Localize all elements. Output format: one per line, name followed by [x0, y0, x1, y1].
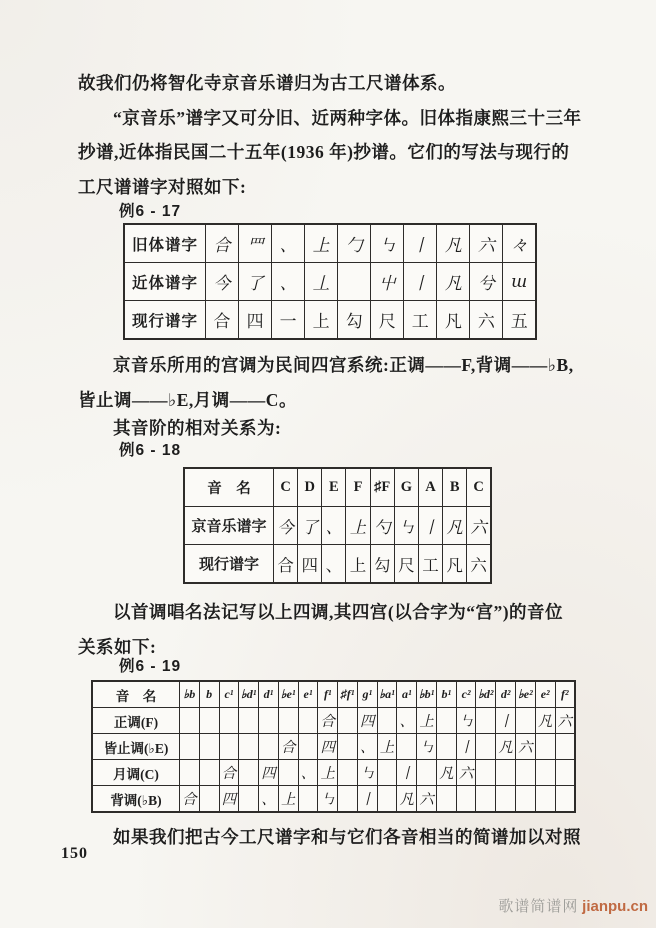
table-cell: 々 — [503, 224, 536, 263]
table-row — [92, 734, 575, 760]
intro-paragraph — [78, 66, 583, 204]
table-cell: 一 — [272, 301, 305, 340]
table-cell — [219, 708, 239, 734]
table-cell — [259, 734, 279, 760]
table-cell: d¹ — [259, 681, 279, 708]
table-cell: 丨 — [456, 734, 476, 760]
row-label: 现行谱字 — [184, 545, 274, 584]
table-cell — [555, 734, 575, 760]
table-cell: G — [394, 468, 418, 507]
four-keys-position-table-grid — [91, 680, 576, 813]
table-cell — [417, 760, 437, 786]
table-cell — [476, 786, 496, 813]
table-cell: 兮 — [470, 263, 503, 301]
table-row — [184, 545, 491, 584]
table-cell: 合 — [318, 708, 338, 734]
table-row — [184, 468, 491, 507]
table-cell: 凡 — [397, 786, 417, 813]
table-cell: 合 — [278, 734, 298, 760]
table-cell: 屮 — [371, 263, 404, 301]
table-cell: 六 — [470, 301, 503, 340]
page-number: 150 — [61, 845, 88, 862]
table-cell — [476, 708, 496, 734]
table-cell: b¹ — [436, 681, 456, 708]
table-cell: B — [443, 468, 467, 507]
table-cell — [219, 734, 239, 760]
table-cell: ㇉ — [318, 786, 338, 813]
table-cell — [239, 708, 259, 734]
table-cell: 、 — [357, 734, 377, 760]
table-cell: C — [274, 468, 298, 507]
text-line: 工尺谱谱字对照如下: — [78, 176, 247, 197]
table-cell — [516, 708, 536, 734]
table-cell: 、 — [322, 545, 346, 584]
table-cell — [516, 786, 536, 813]
table-cell: 凡 — [496, 734, 516, 760]
text-line: “京音乐”谱字又可分旧、近两种字体。旧体指康熙三十三年 — [113, 107, 582, 128]
table-cell — [535, 734, 555, 760]
table-row — [124, 224, 536, 263]
table-row — [92, 681, 575, 708]
table-cell: d² — [496, 681, 516, 708]
closing-paragraph — [78, 820, 583, 855]
table-cell — [338, 708, 358, 734]
table-cell: 上 — [346, 507, 370, 545]
table-cell: 上 — [318, 760, 338, 786]
table-cell — [516, 760, 536, 786]
table-cell — [278, 708, 298, 734]
table-cell — [436, 786, 456, 813]
table-cell — [456, 786, 476, 813]
text-line: 关系如下: — [78, 636, 157, 657]
table-cell: 凡 — [437, 301, 470, 340]
table-row — [92, 708, 575, 734]
table-cell — [496, 760, 516, 786]
table-cell — [535, 786, 555, 813]
table-cell: 四 — [298, 545, 322, 584]
table-cell — [555, 760, 575, 786]
table-cell — [278, 760, 298, 786]
table-cell: c¹ — [219, 681, 239, 708]
example-label-6-17: 例6 - 17 — [119, 203, 182, 220]
gongdiao-paragraph — [78, 348, 583, 417]
table-cell: 四 — [357, 708, 377, 734]
table-cell: f¹ — [318, 681, 338, 708]
table-cell: 五 — [503, 301, 536, 340]
table-cell — [397, 734, 417, 760]
table-cell: 罒 — [239, 224, 272, 263]
table-cell: ♭b¹ — [417, 681, 437, 708]
table-cell — [259, 708, 279, 734]
table-cell: 凡 — [443, 545, 467, 584]
table-cell: ㇉ — [417, 734, 437, 760]
table-cell: 上 — [278, 786, 298, 813]
text-line: 其音阶的相对关系为: — [113, 418, 282, 438]
row-label: 旧体谱字 — [124, 224, 206, 263]
table-cell — [298, 708, 318, 734]
row-label: 月调(C) — [92, 760, 180, 786]
table-cell — [239, 734, 259, 760]
table-cell — [298, 734, 318, 760]
pitch-name-table-grid — [183, 467, 492, 584]
gongche-comparison-table-grid — [123, 223, 537, 340]
table-cell — [496, 786, 516, 813]
table-cell: 合 — [206, 224, 239, 263]
table-cell — [199, 760, 219, 786]
text-line: 京音乐所用的宫调为民间四宫系统:正调——F,背调——♭B, — [113, 355, 574, 375]
table-cell: 上 — [305, 301, 338, 340]
table-cell: e¹ — [298, 681, 318, 708]
table-cell: 六 — [417, 786, 437, 813]
table-cell: e² — [535, 681, 555, 708]
text-line: 抄谱,近体指民国二十五年(1936 年)抄谱。它们的写法与现行的 — [78, 142, 570, 162]
table-cell: ♭b — [180, 681, 200, 708]
table-cell: 四 — [219, 786, 239, 813]
table-cell: C — [467, 468, 491, 507]
table-cell — [199, 708, 219, 734]
table-cell: 四 — [259, 760, 279, 786]
table-cell: 丨 — [397, 760, 417, 786]
table-cell: 凡 — [437, 263, 470, 301]
table-cell — [338, 263, 371, 301]
table-cell: 、 — [272, 263, 305, 301]
table-cell: 尺 — [394, 545, 418, 584]
table-cell — [555, 786, 575, 813]
table-cell: 六 — [555, 708, 575, 734]
table-cell: 了 — [239, 263, 272, 301]
table-cell: ♭d² — [476, 681, 496, 708]
table-cell: E — [322, 468, 346, 507]
table-cell: 丨 — [496, 708, 516, 734]
table-cell: 丨 — [404, 263, 437, 301]
table-cell: 上 — [417, 708, 437, 734]
table-cell: 工 — [404, 301, 437, 340]
table-cell — [298, 786, 318, 813]
table-cell: 、 — [272, 224, 305, 263]
table-cell — [436, 734, 456, 760]
row-label: 正调(F) — [92, 708, 180, 734]
table-cell — [377, 786, 397, 813]
table-cell — [239, 786, 259, 813]
table-cell: 尺 — [371, 301, 404, 340]
table-cell: 勾 — [370, 545, 394, 584]
table-cell: 上 — [346, 545, 370, 584]
table-cell: 四 — [318, 734, 338, 760]
table-cell: 丄 — [305, 263, 338, 301]
table-cell: 合 — [274, 545, 298, 584]
watermark-site-name: 歌谱简谱网 — [498, 899, 579, 915]
table-cell — [535, 760, 555, 786]
table-cell: ♯F — [370, 468, 394, 507]
table-cell: 凡 — [437, 224, 470, 263]
table-cell: 四 — [239, 301, 272, 340]
table-cell — [338, 734, 358, 760]
table-cell: 六 — [456, 760, 476, 786]
example-label-6-19: 例6 - 19 — [119, 658, 182, 675]
row-label: 近体谱字 — [124, 263, 206, 301]
table-cell: 勹 — [338, 224, 371, 263]
table-cell — [476, 760, 496, 786]
table-cell — [199, 786, 219, 813]
table-cell: ♭e² — [516, 681, 536, 708]
table-cell: 丨 — [418, 507, 442, 545]
table-row — [124, 301, 536, 340]
table-cell: A — [418, 468, 442, 507]
table-cell: 今 — [274, 507, 298, 545]
row-label: 背调(♭B) — [92, 786, 180, 813]
table-cell: c² — [456, 681, 476, 708]
table-cell: 上 — [305, 224, 338, 263]
table-cell: 今 — [206, 263, 239, 301]
table-row — [92, 760, 575, 786]
table-cell: ㇉ — [456, 708, 476, 734]
table-cell: F — [346, 468, 370, 507]
table-row — [92, 786, 575, 813]
table-cell — [476, 734, 496, 760]
table-cell: 六 — [470, 224, 503, 263]
table-cell: 六 — [516, 734, 536, 760]
row-label: 皆止调(♭E) — [92, 734, 180, 760]
table-cell: 、 — [322, 507, 346, 545]
table-cell: a¹ — [397, 681, 417, 708]
table-cell: ш — [503, 263, 536, 301]
table-cell: f² — [555, 681, 575, 708]
table-cell: 、 — [259, 786, 279, 813]
table-cell: 工 — [418, 545, 442, 584]
table-cell: 勺 — [370, 507, 394, 545]
table-cell: 勾 — [338, 301, 371, 340]
table-cell: 丨 — [357, 786, 377, 813]
table-cell: 丨 — [404, 224, 437, 263]
table-cell: 凡 — [443, 507, 467, 545]
table-cell: 合 — [206, 301, 239, 340]
table-cell: 、 — [298, 760, 318, 786]
table-cell: 合 — [219, 760, 239, 786]
table-cell: b — [199, 681, 219, 708]
text-line: 皆止调——♭E,月调——C。 — [78, 389, 297, 410]
text-line: 故我们仍将智化寺京音乐谱归为古工尺谱体系。 — [78, 73, 456, 93]
table-cell: ♭a¹ — [377, 681, 397, 708]
table-cell: 六 — [467, 545, 491, 584]
table-row — [184, 507, 491, 545]
table-cell: ♭d¹ — [239, 681, 259, 708]
table-cell — [180, 708, 200, 734]
row-label: 音 名 — [184, 468, 274, 507]
table-cell: 凡 — [436, 760, 456, 786]
row-label: 京音乐谱字 — [184, 507, 274, 545]
table-cell: 了 — [298, 507, 322, 545]
row-label: 音 名 — [92, 681, 180, 708]
watermark — [498, 895, 648, 916]
table-cell: 凡 — [535, 708, 555, 734]
table-row — [124, 263, 536, 301]
table-cell — [338, 786, 358, 813]
table-cell — [377, 760, 397, 786]
table-cell: 上 — [377, 734, 397, 760]
table-cell — [180, 760, 200, 786]
table-cell: ㇉ — [394, 507, 418, 545]
table-cell: ♯f¹ — [338, 681, 358, 708]
text-line: 以首调唱名法记写以上四调,其四宫(以合字为“宫”)的音位 — [113, 602, 564, 622]
table-cell — [180, 734, 200, 760]
example-label-6-18: 例6 - 18 — [119, 442, 182, 459]
table-cell — [377, 708, 397, 734]
table-cell: ㇉ — [371, 224, 404, 263]
text-line: 如果我们把古今工尺谱字和与它们各音相当的简谱加以对照 — [113, 827, 581, 847]
table-cell: D — [298, 468, 322, 507]
table-cell — [436, 708, 456, 734]
table-cell: g¹ — [357, 681, 377, 708]
table-cell — [239, 760, 259, 786]
table-cell: ㇉ — [357, 760, 377, 786]
table-cell: 六 — [467, 507, 491, 545]
row-label: 现行谱字 — [124, 301, 206, 340]
table-cell — [338, 760, 358, 786]
table-cell: 合 — [180, 786, 200, 813]
table-cell: ♭e¹ — [278, 681, 298, 708]
watermark-domain: jianpu.cn — [582, 898, 648, 915]
table-cell: 、 — [397, 708, 417, 734]
table-cell — [199, 734, 219, 760]
